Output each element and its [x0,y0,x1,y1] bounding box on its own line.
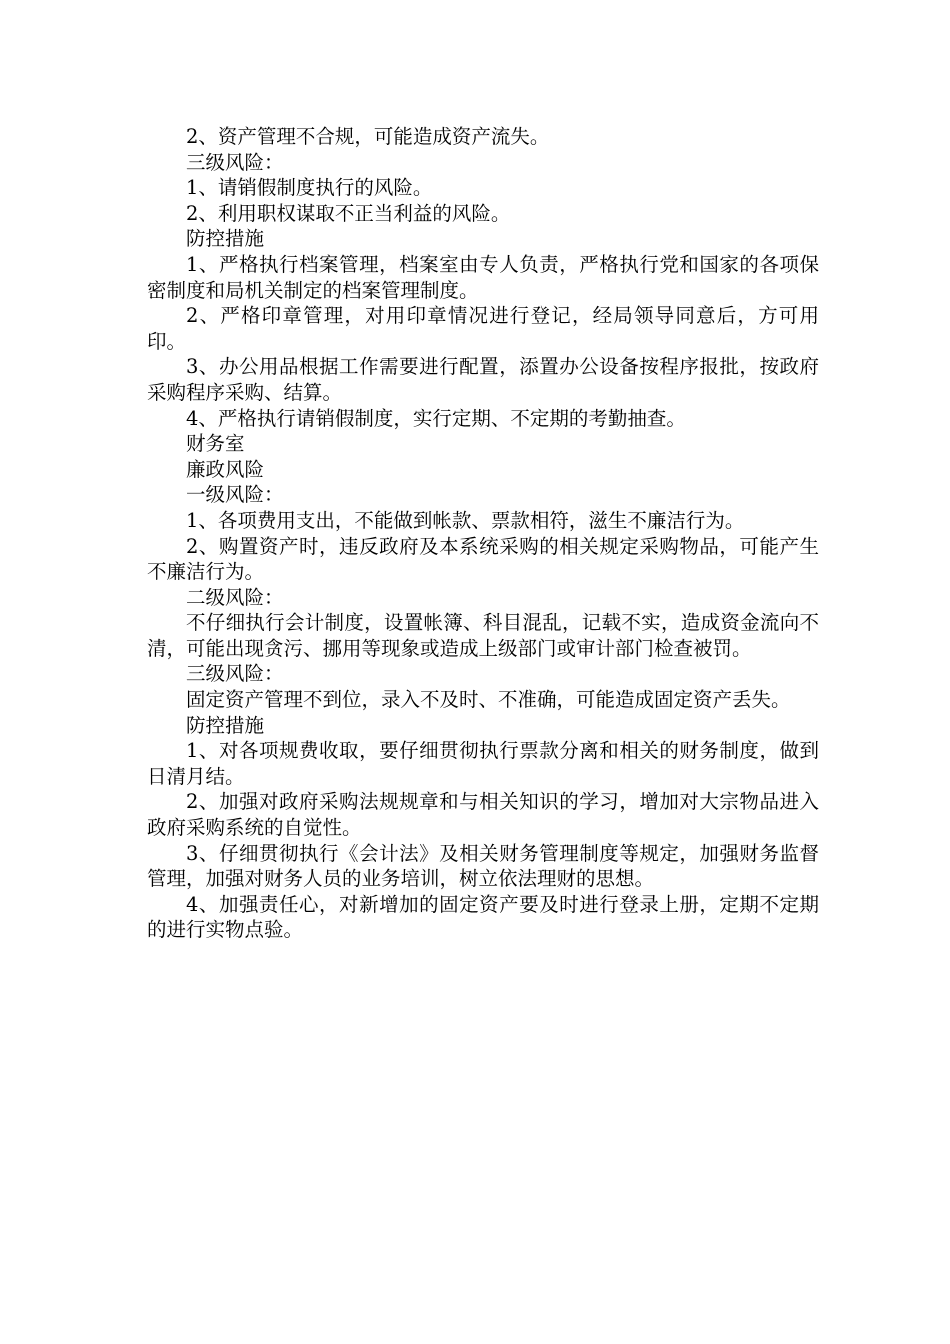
section-heading: 防控措施 [186,713,265,737]
paragraph: 不仔细执行会计制度，设置帐簿、科目混乱，记载不实，造成资金流向不清，可能出现贪污、挪用等现象或造成上级部门或审计部门检查被罚。 [147,611,819,660]
section-heading: 财务室 [186,432,245,456]
paragraph: 2、加强对政府采购法规规章和与相关知识的学习，增加对大宗物品进入政府采购系统的自觉性。 [147,790,819,840]
paragraph: 2、利用职权谋取不正当利益的风险。 [186,201,511,225]
section-heading: 一级风险： [186,483,284,507]
paragraph: 1、严格执行档案管理，档案室由专人负责，严格执行党和国家的各项保密制度和局机关制定的档案管理制度。 [147,252,819,302]
paragraph: 2、资产管理不合规，可能造成资产流失。 [186,125,550,148]
paragraph: 4、加强责任心，对新增加的固定资产要及时进行登录上册，定期不定期的进行实物点验。 [147,892,819,942]
paragraph: 4、严格执行请销假制度，实行定期、不定期的考勤抽查。 [186,406,686,430]
section-heading: 三级风险： [186,150,284,174]
document-body [147,124,819,943]
paragraph: 1、各项费用支出，不能做到帐款、票款相符，滋生不廉洁行为。 [186,508,745,532]
section-heading: 二级风险： [186,585,284,609]
paragraph: 1、请销假制度执行的风险。 [186,176,433,200]
section-heading: 廉政风险 [186,457,265,481]
paragraph: 3、仔细贯彻执行《会计法》及相关财务管理制度等规定，加强财务监督管理，加强对财务人员的业务培训，树立依法理财的思想。 [147,841,819,891]
section-heading: 三级风险： [186,662,284,686]
paragraph: 1、对各项规费收取，要仔细贯彻执行票款分离和相关的财务制度，做到日清月结。 [147,739,819,788]
paragraph: 固定资产管理不到位，录入不及时、不准确，可能造成固定资产丢失。 [186,688,791,712]
section-heading: 防控措施 [186,227,265,251]
paragraph: 3、办公用品根据工作需要进行配置，添置办公设备按程序报批，按政府采购程序采购、结算。 [147,355,819,404]
paragraph: 2、购置资产时，违反政府及本系统采购的相关规定采购物品，可能产生不廉洁行为。 [147,534,819,584]
paragraph: 2、严格印章管理，对用印章情况进行登记，经局领导同意后，方可用印。 [147,304,819,353]
